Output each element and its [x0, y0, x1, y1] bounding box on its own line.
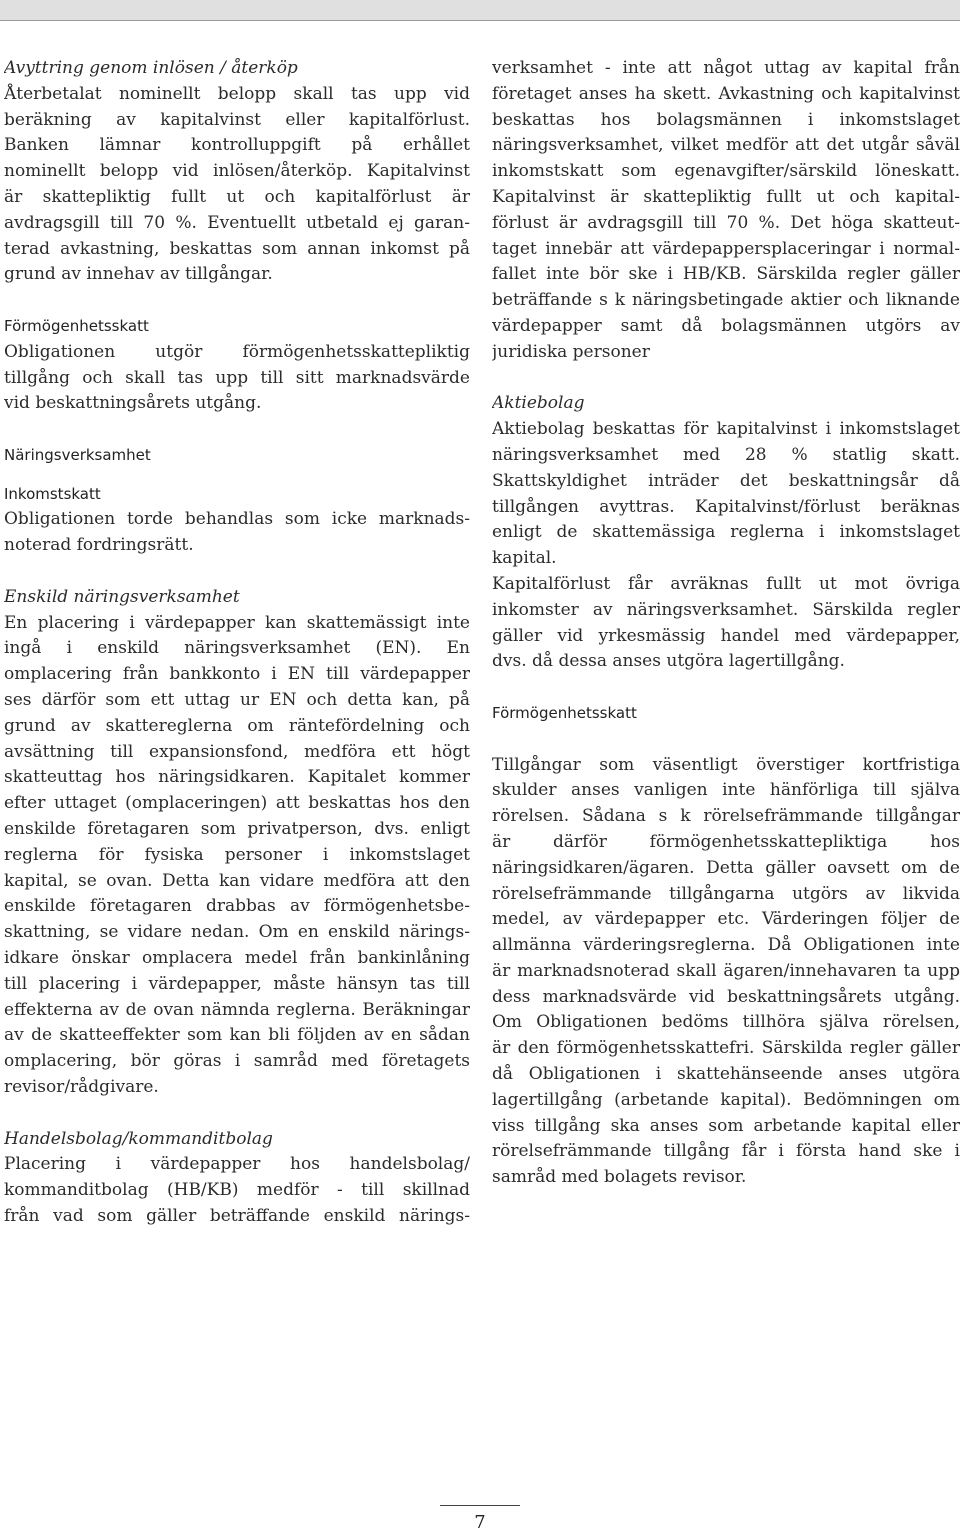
- text-line: efter uttaget (omplaceringen) att beskattas hos den: [4, 793, 470, 814]
- text-line: skattning, se vidare nedan. Om en enskild närings-: [4, 922, 470, 943]
- text-line: effekterna av de ovan nämnda reglerna. Beräkningar: [4, 999, 470, 1020]
- section-heading-inkomstskatt: Inkomstskatt: [4, 484, 101, 503]
- section-heading-avyttring: Avyttring genom inlösen / återköp: [4, 58, 298, 78]
- spacer: [492, 727, 960, 753]
- text-line: Aktiebolag beskattas för kapitalvinst i inkomstslaget: [492, 419, 960, 440]
- paragraph-formogenhetsskatt: [4, 340, 470, 417]
- text-line: idkare önskar omplacera medel från bankinlåning: [4, 947, 470, 968]
- text-line: reglerna för fysiska personer i inkomstslaget: [4, 844, 470, 865]
- text-line: kapital.: [492, 548, 557, 569]
- text-line: dvs. då dessa anses utgöra lagertillgång.: [492, 651, 845, 672]
- text-line: rörelsen. Sådana s k rörelsefrämmande tillgångar: [492, 806, 960, 827]
- text-line: inkomster av näringsverksamhet. Särskilda regler: [492, 599, 960, 620]
- text-line: Återbetalat nominellt belopp skall tas upp vid: [4, 83, 470, 104]
- text-line: dess marknadsvärde vid beskattningsårets utgång.: [492, 986, 960, 1007]
- text-line: enligt de skattemässiga reglerna i inkomstslaget: [492, 522, 960, 543]
- text-line: värdepapper samt då bolagsmännen utgörs av: [492, 315, 960, 336]
- text-line: ses därför som ett uttag ur EN och detta kan, på: [4, 690, 470, 711]
- text-line: beräkning av kapitalvinst eller kapitalförlust.: [4, 109, 470, 130]
- text-line: avdragsgill till 70 %. Eventuellt utbetald ej garan-: [4, 212, 470, 233]
- text-line: medel, av värdepapper etc. Värderingen följer de: [492, 909, 960, 930]
- spacer: [492, 366, 960, 392]
- text-line: noterad fordringsrätt.: [4, 535, 194, 556]
- text-line: terad avkastning, beskattas som annan inkomst på: [4, 238, 470, 259]
- spacer: [4, 288, 470, 314]
- text-line: kommanditbolag (HB/KB) medför - till skillnad: [4, 1180, 470, 1201]
- page-number: 7: [474, 1512, 486, 1533]
- text-line: enskilde företagaren som privatperson, dvs. enligt: [4, 819, 470, 839]
- text-line: ingå i enskild näringsverksamhet (EN). En: [4, 638, 470, 659]
- text-line: näringsverksamhet med 28 % statlig skatt.: [492, 444, 960, 465]
- text-line: fallet inte bör ske i HB/KB. Särskilda regler gäller: [492, 264, 960, 285]
- text-line: näringsidkaren/ägaren. Detta gäller oavsett om de: [492, 857, 960, 878]
- text-line: revisor/rådgivare.: [4, 1076, 159, 1097]
- text-line: taget innebär att värdepappersplaceringar i normal-: [492, 238, 960, 259]
- section-heading-handelsbolag: Handelsbolag/kommanditbolag: [4, 1128, 273, 1149]
- text-line: avsättning till expansionsfond, medföra ett högt: [4, 741, 470, 762]
- text-line: till placering i värdepapper, måste hänsyn tas till: [4, 973, 470, 994]
- text-line: beträffande s k näringsbetingade aktier och liknande: [492, 290, 960, 311]
- text-line: Kapitalvinst är skattepliktig fullt ut och kapital-: [492, 186, 960, 207]
- paragraph-avyttring: [4, 82, 470, 288]
- text-line: skatteuttag hos näringsidkaren. Kapitalet kommer: [4, 767, 470, 788]
- text-line: är därför förmögenhetsskattepliktiga hos: [492, 831, 960, 852]
- text-line: omplacering från bankkonto i EN till värdepapper: [4, 664, 470, 685]
- text-line: Skattskyldighet inträder det beskattningsår då: [492, 470, 960, 491]
- top-rule: [0, 20, 960, 21]
- text-line: är skattepliktig fullt ut och kapitalförlust är: [4, 186, 470, 207]
- text-line: allmänna värderingsreglerna. Då Obligationen inte: [492, 935, 960, 956]
- text-line: tillgången avyttras. Kapitalvinst/förlust beräknas: [492, 496, 960, 517]
- text-line: gäller vid yrkesmässig handel med värdepapper,: [492, 625, 960, 646]
- text-line: beskattas hos bolagsmännen i inkomstslaget: [492, 109, 960, 130]
- spacer: [4, 559, 470, 585]
- text-line: kapital, se ovan. Detta kan vidare medföra att den: [4, 870, 470, 891]
- text-line: är marknadsnoterad skall ägaren/innehavaren ta upp: [492, 960, 960, 981]
- text-line: En placering i värdepapper kan skattemässigt inte: [4, 612, 470, 633]
- text-line: från vad som gäller beträffande enskild närings-: [4, 1205, 470, 1226]
- text-line: tillgång och skall tas upp till sitt marknadsvärde: [4, 367, 470, 388]
- text-line: Tillgångar som väsentligt överstiger kortfristiga: [492, 754, 960, 775]
- section-heading-formogenhetsskatt-ab: Förmögenhetsskatt: [492, 703, 637, 722]
- section-heading-enskild: Enskild näringsverksamhet: [4, 586, 240, 607]
- section-heading-aktiebolag: Aktiebolag: [492, 393, 585, 414]
- paragraph-formogenhetsskatt-ab: [492, 753, 960, 1192]
- paragraph-enskild: [4, 611, 470, 1101]
- text-line: Banken lämnar kontrolluppgift på erhållet: [4, 135, 470, 156]
- section-heading-naringsverksamhet: Näringsverksamhet: [4, 445, 151, 464]
- text-line: då Obligationen i skattehänseende anses utgöra: [492, 1064, 960, 1085]
- text-line: omplacering, bör göras i samråd med företagets: [4, 1051, 470, 1072]
- text-line: är den förmögenhetsskattefri. Särskilda regler gäller: [492, 1038, 960, 1059]
- footer-rule: [440, 1505, 520, 1506]
- spacer: [4, 469, 470, 482]
- text-line: grund av skattereglerna om räntefördelning och: [4, 715, 470, 736]
- text-line: rörelsefrämmande tillgångarna utgörs av likvida: [492, 883, 960, 904]
- text-line: lagertillgång (arbetande kapital). Bedömningen om: [492, 1089, 960, 1110]
- paragraph-handelsbolag-cont: [492, 56, 960, 366]
- spacer: [4, 1101, 470, 1127]
- text-line: Om Obligationen bedöms tillhöra själva rörelsen,: [492, 1012, 960, 1033]
- text-line: juridiska personer: [492, 341, 650, 362]
- text-line: nominellt belopp vid inlösen/återköp. Kapitalvinst: [4, 161, 470, 182]
- text-line: grund av innehav av tillgångar.: [4, 264, 273, 285]
- text-line: Placering i värdepapper hos handelsbolag/: [4, 1154, 470, 1175]
- text-line: Kapitalförlust får avräknas fullt ut mot övriga: [492, 573, 960, 594]
- text-line: näringsverksamhet, vilket medför att det utgår såväl: [492, 135, 960, 156]
- text-line: viss tillgång ska anses som arbetande kapital eller: [492, 1115, 960, 1136]
- paragraph-inkomstskatt: [4, 507, 470, 559]
- top-gray-bar: [0, 0, 960, 20]
- text-line: företaget anses ha skett. Avkastning och kapitalvinst: [492, 83, 960, 104]
- spacer: [4, 417, 470, 443]
- right-column: [492, 56, 960, 1191]
- text-line: inkomstskatt som egenavgifter/särskild löneskatt.: [492, 161, 960, 182]
- text-line: Obligationen utgör förmögenhetsskattepliktig: [4, 341, 470, 362]
- text-line: verksamhet - inte att något uttag av kapital från: [492, 58, 960, 78]
- section-heading-formogenhetsskatt: Förmögenhetsskatt: [4, 316, 149, 335]
- left-column: [4, 56, 470, 1230]
- text-line: Obligationen torde behandlas som icke marknads-: [4, 509, 470, 530]
- text-line: vid beskattningsårets utgång.: [4, 393, 262, 414]
- text-line: samråd med bolagets revisor.: [492, 1167, 747, 1188]
- spacer: [492, 675, 960, 701]
- text-line: av de skatteeffekter som kan bli följden av en sådan: [4, 1025, 470, 1046]
- text-line: rörelsefrämmande tillgång får i första hand ske i: [492, 1141, 960, 1162]
- paragraph-handelsbolag: [4, 1152, 470, 1229]
- text-line: skulder anses vanligen inte hänförliga till själva: [492, 780, 960, 801]
- text-line: förlust är avdragsgill till 70 %. Det höga skatteut-: [492, 212, 960, 233]
- text-line: enskilde företagaren drabbas av förmögenhetsbe-: [4, 896, 470, 917]
- paragraph-aktiebolag: [492, 417, 960, 675]
